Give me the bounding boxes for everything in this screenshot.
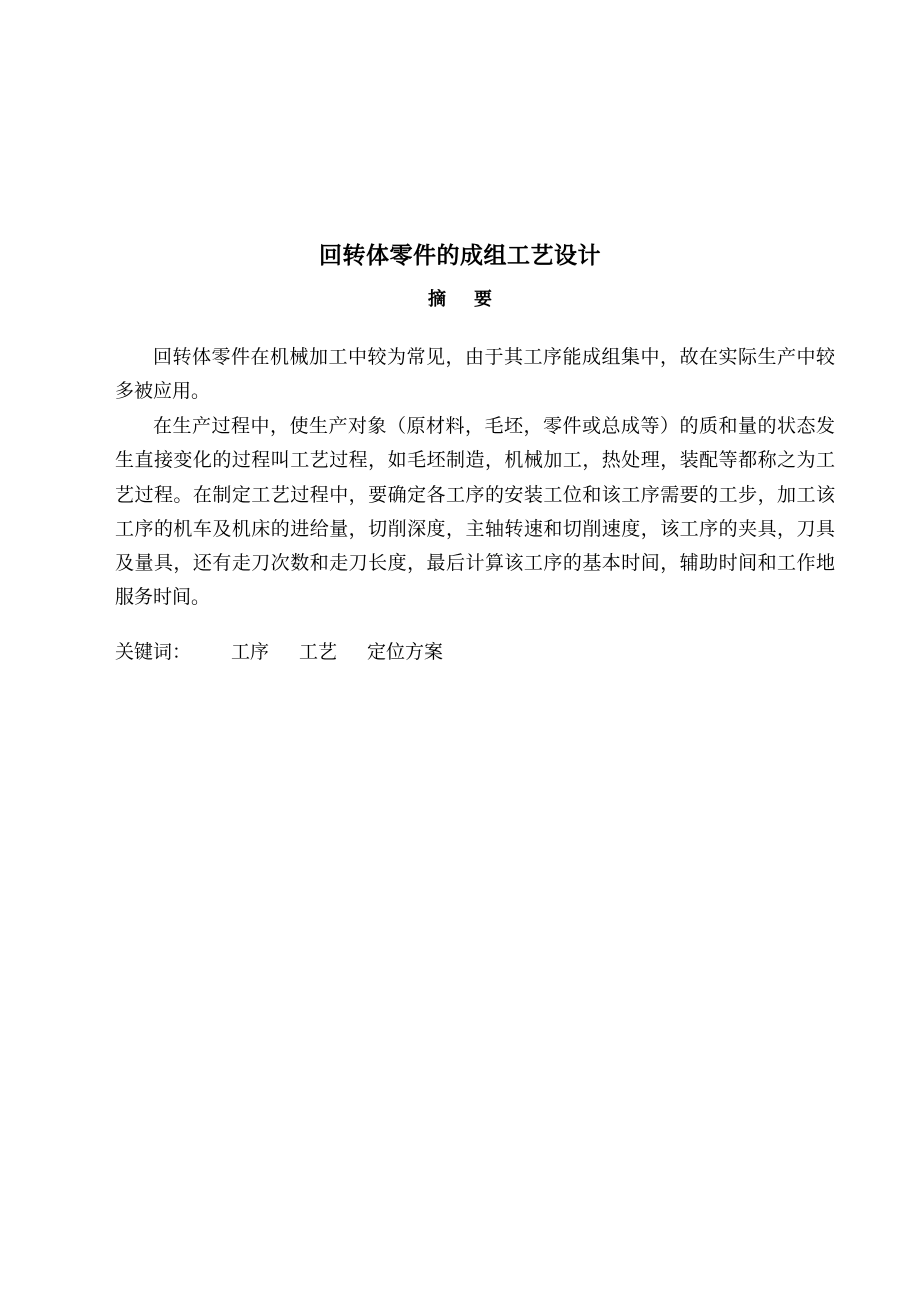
document-title: 回转体零件的成组工艺设计 bbox=[319, 243, 601, 269]
keyword-item: 工序 bbox=[231, 641, 270, 663]
keywords-line bbox=[115, 636, 473, 668]
abstract-paragraph-2: 在生产过程中，使生产对象（原材料，毛坯，零件或总成等）的质和量的状态发生直接变化的过程叫工艺过程，如毛坯制造，机械加工，热处理，装配等都称之为工艺过程。在制定工艺过程中，要确定各工序的安装工位和该工序需要的工步，加工该工序的机车及机床的进给量，切削深度，主轴转速和切削速度，该工序的夹具，刀具及量具，还有走刀次数和走刀长度，最后计算该工序的基本时间，辅助时间和工作地服务时间。 bbox=[115, 415, 835, 609]
keywords-label: 关键词： bbox=[115, 641, 192, 663]
abstract-heading: 摘要 bbox=[428, 289, 520, 310]
abstract-paragraph-1: 回转体零件在机械加工中较为常见，由于其工序能成组集中，故在实际生产中较多被应用。 bbox=[115, 346, 835, 403]
keyword-item: 定位方案 bbox=[367, 641, 444, 663]
keyword-item: 工艺 bbox=[299, 641, 338, 663]
